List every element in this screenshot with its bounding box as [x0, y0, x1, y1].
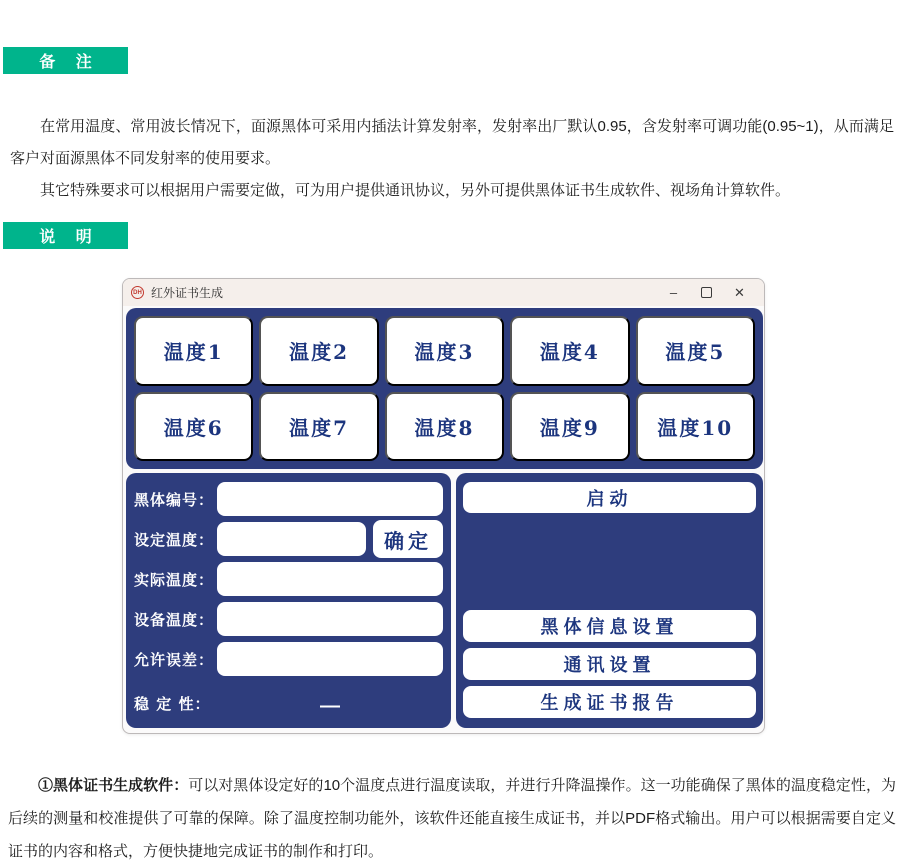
tolerance-label: 允许误差：: [134, 650, 215, 669]
stability-value: —: [320, 694, 340, 717]
window-title: 红外证书生成: [151, 286, 224, 300]
generate-report-button[interactable]: 生成证书报告: [463, 686, 756, 718]
software-description-lead: ①黑体证书生成软件：: [38, 777, 189, 794]
temp-button-1[interactable]: 温度1: [134, 316, 253, 386]
section-badge-explanation: 说 明: [3, 222, 128, 249]
app-logo-icon: DH: [131, 286, 144, 299]
form-row-device-temp: [126, 602, 451, 636]
window-controls: [657, 279, 756, 306]
blackbody-id-input[interactable]: [217, 482, 443, 516]
software-description-paragraph: [8, 769, 896, 868]
temp-button-10[interactable]: 温度10: [636, 392, 755, 462]
section-badge-notes: 备 注: [3, 47, 128, 74]
comm-settings-button[interactable]: 通讯设置: [463, 648, 756, 680]
window-content: [123, 306, 764, 733]
set-temp-input[interactable]: [217, 522, 366, 556]
blackbody-info-settings-button[interactable]: 黑体信息设置: [463, 610, 756, 642]
form-row-tolerance: [126, 642, 451, 676]
set-temp-label: 设定温度：: [134, 530, 215, 549]
temp-button-5[interactable]: 温度5: [636, 316, 755, 386]
form-row-actual-temp: [126, 562, 451, 596]
temperature-panel: [126, 308, 763, 469]
software-description-body: 可以对黑体设定好的10个温度点进行温度读取，并进行升降温操作。这一功能确保了黑体的温度稳定性，为后续的测量和校准提供了可靠的保障。除了温度控制功能外，该软件还能直接生成证书，并以PDF格式输出。用户可以根据需要自定义证书的内容和格式，方便快捷地完成证书的制作和打印。: [8, 777, 896, 860]
notes-paragraph-2: 其它特殊要求可以根据用户需要定做，可为用户提供通讯协议，另外可提供黑体证书生成软件、视场角计算软件。: [40, 182, 791, 199]
title-bar: [123, 279, 764, 306]
actual-temp-label: 实际温度：: [134, 570, 215, 589]
form-row-set-temp: [126, 522, 451, 556]
start-button[interactable]: 启动: [463, 482, 756, 513]
minimize-icon[interactable]: –: [669, 285, 678, 300]
close-icon[interactable]: ✕: [734, 284, 745, 300]
maximize-box-glyph: [701, 287, 712, 298]
form-row-stability: [126, 686, 451, 726]
temp-button-6[interactable]: 温度6: [134, 392, 253, 462]
notes-paragraph-1: 在常用温度、常用波长情况下，面源黑体可采用内插法计算发射率，发射率出厂默认0.95，含发射率可调功能(0.95~1)，从而满足客户对面源黑体不同发射率的使用要求。: [10, 118, 894, 167]
confirm-button[interactable]: 确定: [373, 520, 443, 558]
maximize-icon[interactable]: [690, 279, 723, 306]
device-temp-label: 设备温度：: [134, 610, 215, 629]
device-temp-input[interactable]: [217, 602, 443, 636]
app-window: [122, 278, 765, 734]
temp-button-2[interactable]: 温度2: [259, 316, 378, 386]
actions-panel: [456, 473, 763, 728]
form-panel: [126, 473, 451, 728]
temp-button-9[interactable]: 温度9: [510, 392, 629, 462]
blackbody-id-label: 黑体编号：: [134, 490, 215, 509]
temp-button-8[interactable]: 温度8: [385, 392, 504, 462]
temp-button-7[interactable]: 温度7: [259, 392, 378, 462]
actual-temp-input[interactable]: [217, 562, 443, 596]
stability-label: 稳 定 性：: [134, 694, 211, 713]
form-row-blackbody-id: [126, 482, 451, 516]
tolerance-input[interactable]: [217, 642, 443, 676]
temp-button-4[interactable]: 温度4: [510, 316, 629, 386]
temp-button-3[interactable]: 温度3: [385, 316, 504, 386]
